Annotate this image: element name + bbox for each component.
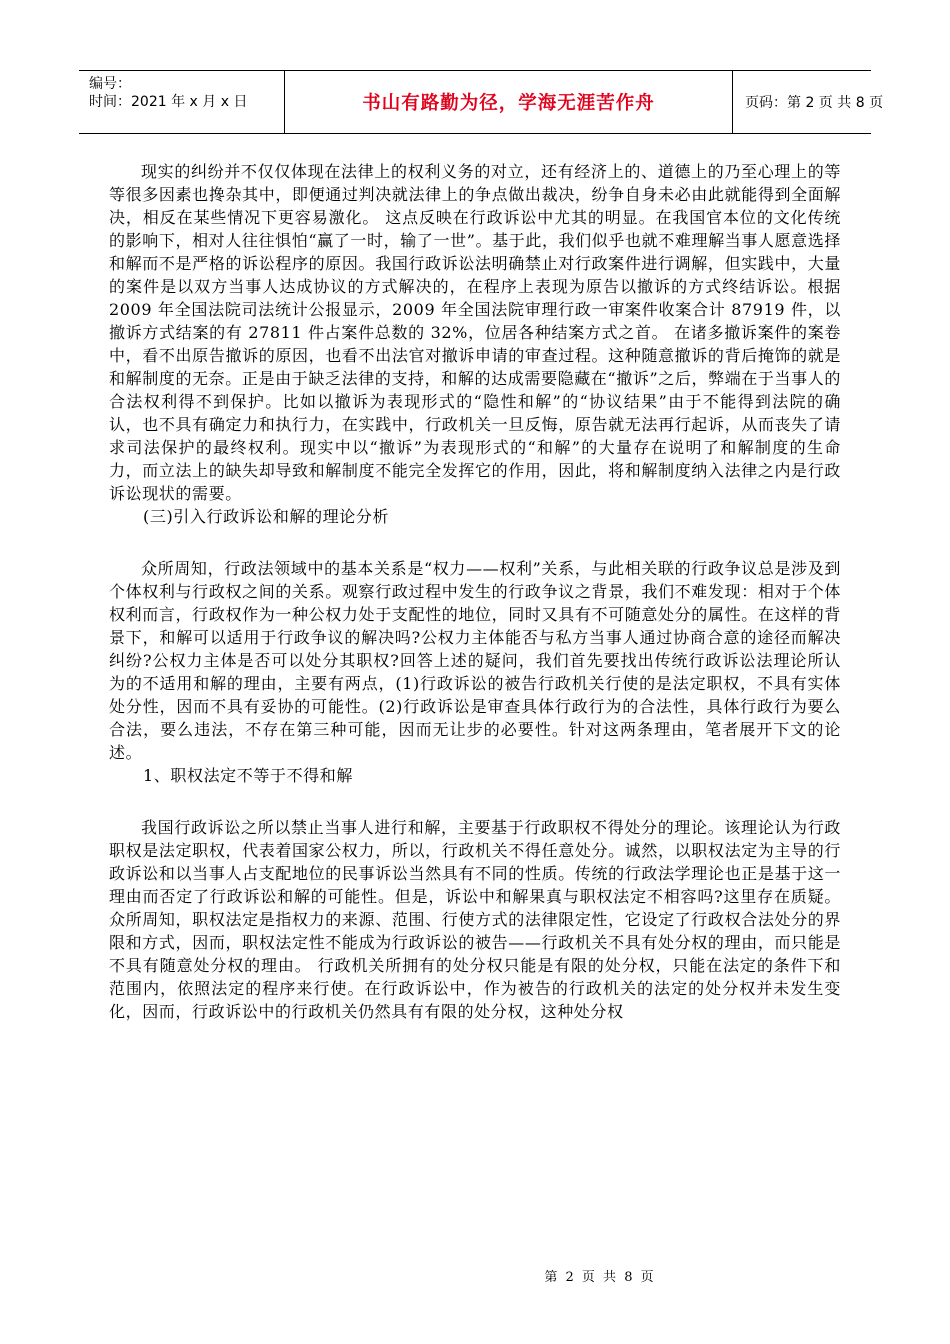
page-header — [79, 70, 884, 134]
document-body — [109, 160, 841, 1023]
footer-page-number: 第 2 页 共 8 页 — [544, 1270, 656, 1285]
document-number-label: 编号： — [89, 76, 131, 92]
header-meta — [79, 71, 284, 133]
document-date: 时间：2021 年 x 月 x 日 — [89, 94, 248, 110]
page-footer — [0, 1266, 950, 1285]
section-heading-3: (三)引入行政诉讼和解的理论分析 — [143, 507, 390, 526]
header-page-cell — [733, 71, 884, 133]
body-paragraph-1: 现实的纠纷并不仅仅体现在法律上的权利义务的对立，还有经济上的、道德上的乃至心理上的等等很多因素也搀杂其中，即便通过判决就法律上的争点做出裁决，纷争自身未必由此就能得到全面解决，相反在某些情况下更容易激化。 这点反映在行政诉讼中尤其的明显。在我国官本位的文化传统的影响下，相对人往往惧怕“赢了一时，输了一世”。基于此，我们似乎也就不难理解当事人愿意选择和解而不是严格的诉讼程序的原因。我国行政诉讼法明确禁止对行政案件进行调解，但实践中，大量的案件是以双方当事人达成协议的方式解决的，在程序上表现为原告以撤诉的方式终结诉讼。根据 2009 年全国法院司法统计公报显示，2009 年全国法院审理行政一审案件收案合计 87919 件，以撤诉方式结案的有 27811 件占案件总数的 32%，位居各种结案方式之首。 在诸多撤诉案件的案卷中，看不出原告撤诉的原因，也看不出法官对撤诉申请的审查过程。这种随意撤诉的背后掩饰的就是和解制度的无奈。正是由于缺乏法律的支持，和解的达成需要隐藏在“撤诉”之后，弊端在于当事人的合法权利得不到保护。比如以撤诉为表现形式的“隐性和解”的“协议结果”由于不能得到法院的确认，也不具有确定力和执行力，在实践中，行政机关一旦反悔，原告就无法再行起诉，从而丧失了请求司法保护的最终权利。现实中以“撤诉”为表现形式的“和解”的大量存在说明了和解制度的生命力，而立法上的缺失却导致和解制度不能完全发挥它的作用，因此，将和解制度纳入法律之内是行政诉讼现状的需要。 — [109, 162, 841, 503]
subsection-heading-1: 1、职权法定不等于不得和解 — [143, 766, 353, 785]
body-paragraph-2: 众所周知，行政法领域中的基本关系是“权力——权利”关系，与此相关联的行政争议总是涉及到个体权利与行政权之间的关系。观察行政过程中发生的行政争议之背景，我们不难发现：相对于个体权利而言，行政权作为一种公权力处于支配性的地位，同时又具有不可随意处分的属性。在这样的背景下，和解可以适用于行政争议的解决吗?公权力主体能否与私方当事人通过协商合意的途径而解决纠纷?公权力主体是否可以处分其职权?回答上述的疑问，我们首先要找出传统行政诉讼法理论所认为的不适用和解的理由，主要有两点，(1)行政诉讼的被告行政机关行使的是法定职权，不具有实体处分性，因而不具有妥协的可能性。(2)行政诉讼是审查具体行政行为的合法性，具体行政行为要么合法，要么违法，不存在第三种可能，因而无让步的必要性。针对这两条理由，笔者展开下文的论述。 — [109, 559, 841, 762]
body-paragraph-3: 我国行政诉讼之所以禁止当事人进行和解，主要基于行政职权不得处分的理论。该理论认为行政职权是法定职权，代表着国家公权力，所以，行政机关不得任意处分。诚然，以职权法定为主导的行政诉讼和以当事人占支配地位的民事诉讼当然具有不同的性质。传统的行政法学理论也正是基于这一理由而否定了行政诉讼和解的可能性。但是，诉讼中和解果真与职权法定不相容吗?这里存在质疑。众所周知，职权法定是指权力的来源、范围、行使方式的法律限定性，它设定了行政权合法处分的界限和方式，因而，职权法定性不能成为行政诉讼的被告——行政机关不具有处分权的理由，而只能是不具有随意处分权的理由。 行政机关所拥有的处分权只能是有限的处分权，只能在法定的条件下和范围内，依照法定的程序来行使。在行政诉讼中，作为被告的行政机关的法定的处分权并未发生变化，因而，行政诉讼中的行政机关仍然具有有限的处分权，这种处分权 — [109, 818, 841, 1021]
header-page-info: 页码：第 2 页 共 8 页 — [745, 95, 884, 111]
header-motto: 书山有路勤为径，学海无涯苦作舟 — [362, 93, 655, 114]
header-motto-cell — [284, 71, 733, 133]
